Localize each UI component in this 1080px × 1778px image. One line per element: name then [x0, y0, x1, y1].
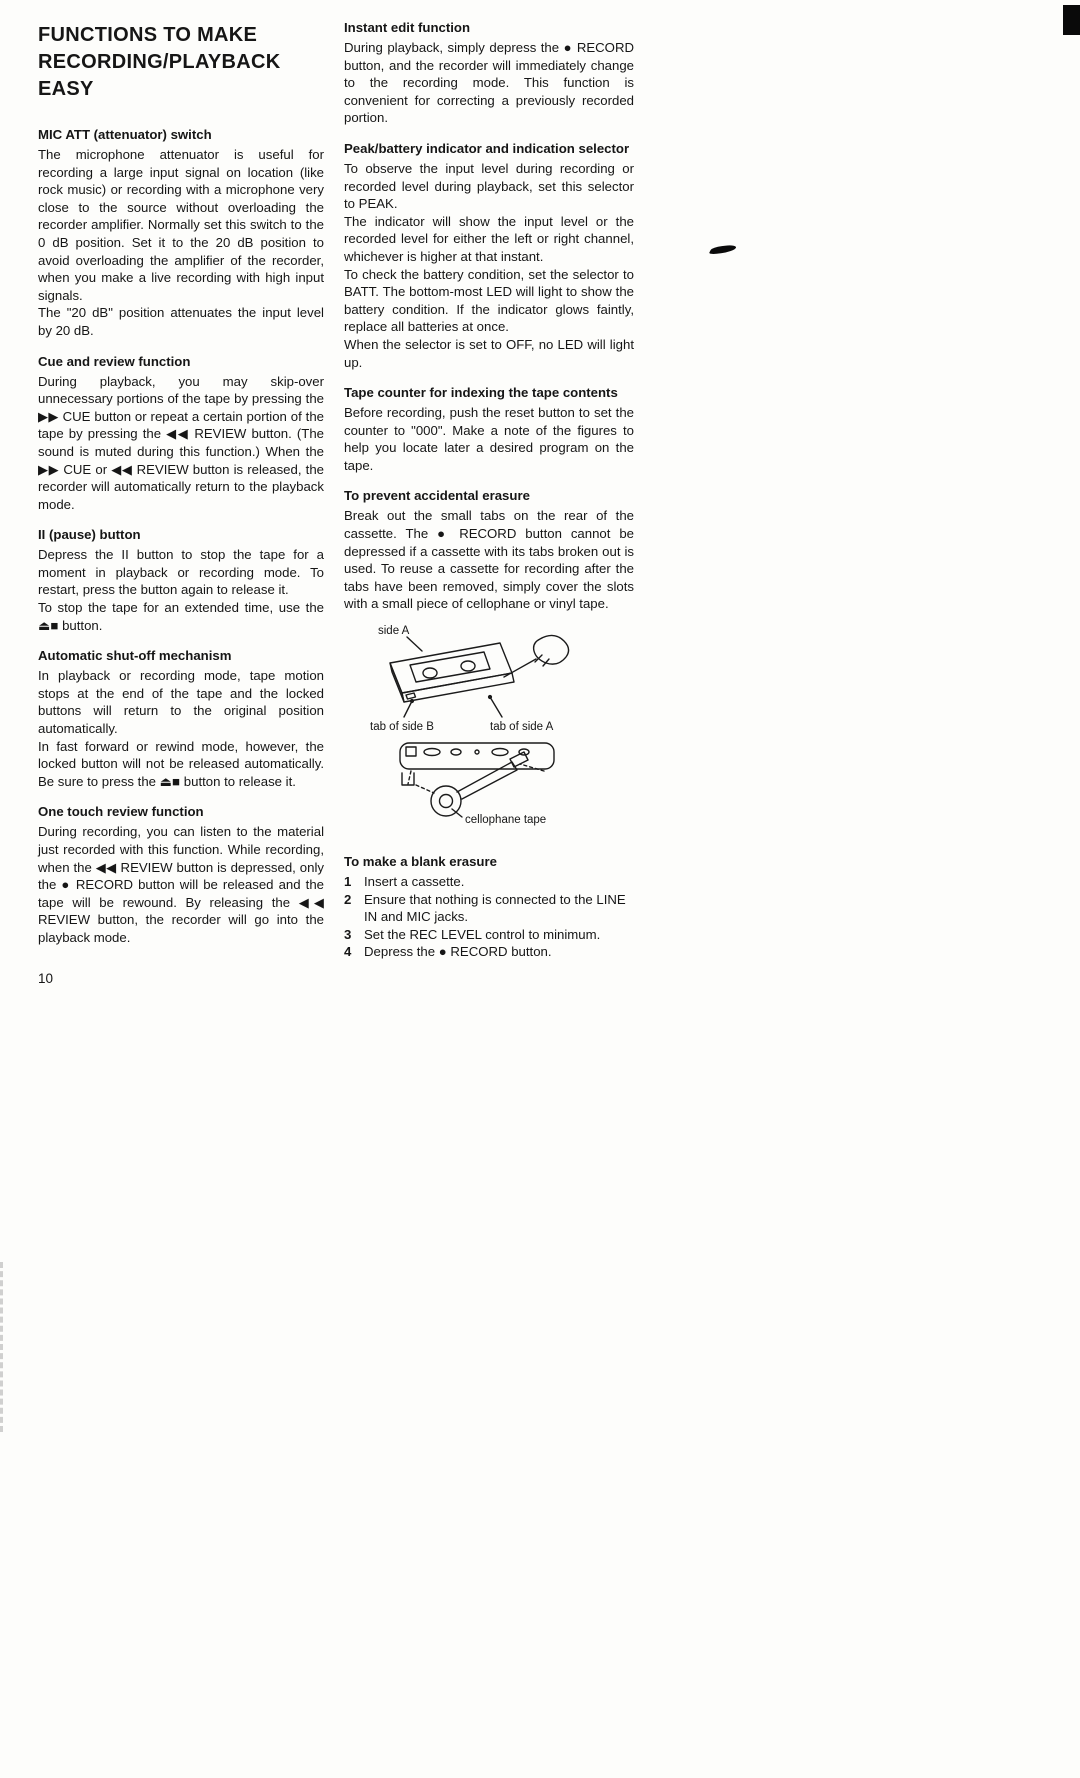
section-automatic-shutoff: [38, 648, 324, 790]
cassette-diagram: [344, 621, 632, 835]
page-title-line-3: EASY: [38, 78, 94, 100]
section-one-touch-review: [38, 804, 324, 946]
page-title-line-2: RECORDING/PLAYBACK: [38, 51, 281, 73]
page-number: 10: [38, 970, 54, 986]
tape-roll-drawing: [431, 752, 528, 817]
figure-label-side-a: side A: [378, 625, 410, 638]
section-prevent-accidental-erasure: [344, 488, 634, 613]
paragraph: During playback, you may skip-over unnecessary portions of the tape by pressing the ▶▶ CUE button or repeat a certain portion of the tape by pressing the ◀◀ REVIEW button. (The sound is muted during this function.) When the ▶▶ CUE or ◀◀ REVIEW button is released, the recorder will automatically return to the playback mode.: [38, 373, 324, 512]
section-heading: MIC ATT (attenuator) switch: [38, 127, 212, 142]
paragraph: The "20 dB" position attenuates the input level by 20 dB.: [38, 305, 324, 338]
page-title-line-1: FUNCTIONS TO MAKE: [38, 24, 258, 46]
section-blank-erasure: [344, 854, 634, 961]
section-heading: II (pause) button: [38, 527, 141, 543]
paragraph: During recording, you can listen to the material just recorded with this function. While recording, when the ◀◀ REVIEW button is depressed, only the ● RECORD button will be released and the tape will be rewound. By releasing the ◀◀ REVIEW button, the recorder will go into the playback mode.: [38, 824, 324, 945]
step-text: Set the REC LEVEL control to minimum.: [364, 926, 601, 942]
paragraph: In fast forward or rewind mode, however, the locked button will not be released automatically. Be sure to press the ⏏■ button to release it.: [38, 738, 324, 789]
paragraph: To stop the tape for an extended time, use the ⏏■ button.: [38, 600, 324, 633]
paragraph: During playback, simply depress the ● RECORD button, and the recorder will immediately change to the recording mode. This function is convenient for correcting a previously recorded portion.: [344, 40, 634, 126]
scan-artifact-smudge: [708, 244, 738, 255]
paragraph: The microphone attenuator is useful for recording a large input signal on location (like rock music) or recording with a microphone very close to the source without overloading the recorder amplifier. Normally set this switch to the 0 dB position. Set it to the 20 dB position to avoid overloading the amplifier of the recorder, when you make a live recording with high input signals.: [38, 147, 324, 303]
paragraph: Break out the small tabs on the rear of the cassette. The ● RECORD button cannot be depressed if a cassette with its tabs broken out is used. To reuse a cassette for recording after the tabs have been removed, simply cover the slots with a small piece of cellophane or vinyl tape.: [344, 508, 634, 612]
section-instant-edit: [344, 20, 634, 127]
figure-label-cellophane-tape: cellophane tape: [465, 814, 547, 827]
step-number: 4: [344, 944, 352, 960]
section-cue-and-review: [38, 354, 324, 514]
section-peak-battery-indicator: [344, 141, 634, 371]
page-title: [38, 22, 324, 103]
section-heading: Instant edit function: [344, 20, 471, 35]
scan-artifact-dashes: [0, 1262, 3, 1432]
paragraph: To observe the input level during recording or recorded level during playback, set this selector to PEAK.: [344, 160, 634, 212]
step-text: Depress the ● RECORD button.: [364, 944, 552, 960]
paragraph: Depress the II button to stop the tape for a moment in playback or recording mode. To restart, press the button again to release it.: [38, 547, 324, 598]
cassette-rear-drawing: [400, 743, 554, 793]
step-text: Insert a cassette.: [364, 874, 465, 890]
figure-label-tab-of-side-b: tab of side B: [370, 721, 434, 734]
paragraph: Before recording, push the reset button to set the counter to "000". Make a note of the figures to help you locate later a desired program on the tape.: [344, 405, 634, 473]
step-number: 3: [344, 926, 352, 942]
section-heading: Cue and review function: [38, 353, 191, 369]
paragraph: When the selector is set to OFF, no LED will light up.: [344, 336, 634, 370]
step-item: [344, 926, 634, 944]
section-heading: Peak/battery indicator and indication selector: [344, 140, 630, 156]
left-column: [38, 22, 324, 986]
cassette-illustration: [344, 621, 634, 840]
section-heading: To prevent accidental erasure: [344, 488, 530, 504]
cassette-perspective-drawing: [390, 635, 569, 717]
section-heading: Tape counter for indexing the tape contents: [344, 385, 618, 401]
section-mic-att-switch: [38, 127, 324, 340]
section-heading: One touch review function: [38, 804, 204, 820]
right-column: [344, 16, 634, 961]
section-tape-counter: [344, 385, 634, 474]
section-pause-button: [38, 527, 324, 634]
step-item: [344, 891, 634, 926]
step-item: [344, 873, 634, 891]
paragraph: To check the battery condition, set the selector to BATT. The bottom-most LED will light to show the battery condition. If the indicator glows faintly, replace all batteries at once.: [344, 266, 634, 335]
step-number: 1: [344, 874, 352, 890]
figure-label-tab-of-side-a: tab of side A: [490, 721, 554, 734]
section-heading: To make a blank erasure: [344, 854, 497, 870]
section-heading: Automatic shut-off mechanism: [38, 648, 232, 664]
step-text: Ensure that nothing is connected to the LINE IN and MIC jacks.: [364, 891, 626, 925]
paragraph: The indicator will show the input level or the recorded level for either the left or right channel, whichever is higher at that instant.: [344, 213, 634, 264]
blank-erasure-steps: [344, 873, 634, 961]
paragraph: In playback or recording mode, tape motion stops at the end of the tape and the locked buttons will return to the original position automatically.: [38, 668, 324, 737]
scan-artifact-corner: [1063, 5, 1080, 35]
step-number: 2: [344, 891, 352, 907]
step-item: [344, 943, 634, 961]
